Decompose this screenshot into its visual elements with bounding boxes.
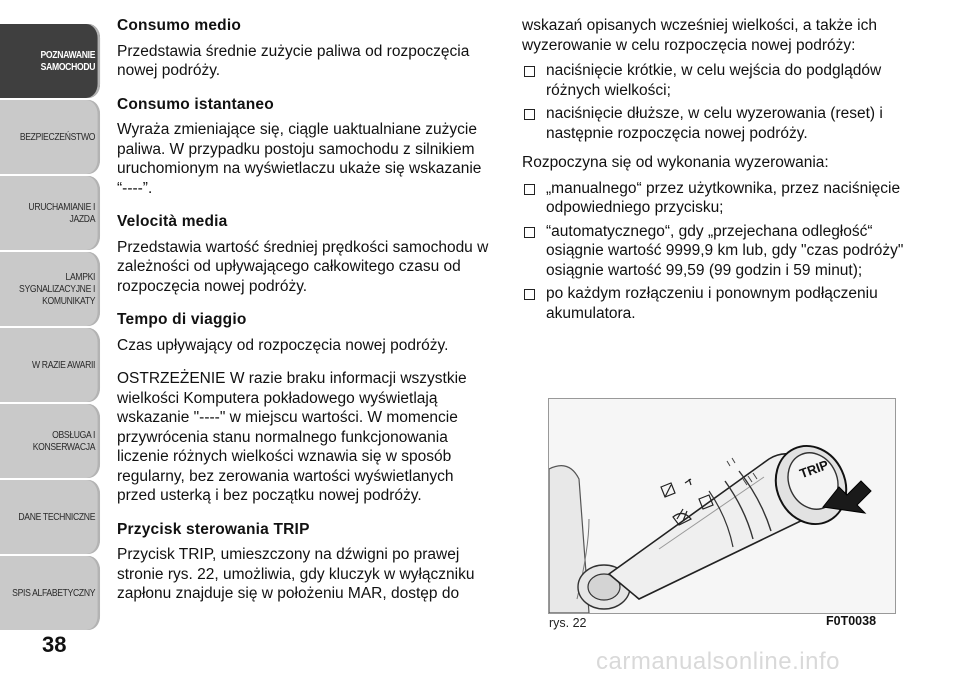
page-number: 38 [42, 632, 67, 657]
list-item-text: po każdym rozłączeniu i ponownym podłączeniu akumulatora. [546, 285, 878, 322]
tab-poznawanie-samochodu[interactable] [0, 24, 100, 98]
paragraph: Rozpoczyna się od wykonania wyzerowania: [522, 154, 829, 171]
tab-label: SPIS ALFABETYCZNY [12, 587, 96, 599]
checkbox-bullet-icon [524, 227, 535, 238]
right-column [522, 16, 907, 327]
trip-lever-illustration [549, 399, 895, 613]
tab-label: W RAZIE AWARII [31, 359, 96, 371]
tab-lampki-sygnalizacyjne[interactable] [0, 252, 100, 326]
section-heading: Consumo medio [117, 17, 242, 34]
figure-caption: rys. 22 [549, 616, 587, 630]
watermark: carmanualsonline.info [596, 648, 840, 675]
tab-label: BEZPIECZEŃSTWO [19, 131, 96, 143]
tab-label: OBSŁUGA I KONSERWACJA [32, 429, 96, 453]
checkbox-bullet-icon [524, 66, 535, 77]
figure-trip-lever [548, 398, 896, 614]
tab-bezpieczenstwo[interactable] [0, 100, 100, 174]
warning-paragraph: OSTRZEŻENIE W razie braku informacji wszystkie wielkości Komputera pokładowego wyświetlają wskazanie "----" w miejscu wartości. W momencie przywrócenia stanu normalnego funkcjonowania liczenie różnych wielkości wznawia się w sposób regularny, bez zerowania wartości wyświetlanych przed usterką i bez początku nowej podróży. [117, 370, 467, 504]
paragraph: Czas upływający od rozpoczęcia nowej podróży. [117, 336, 449, 354]
section-heading: Tempo di viaggio [117, 311, 247, 328]
section-heading: Velocità media [117, 213, 228, 230]
tab-label: POZNAWANIE SAMOCHODU [40, 49, 96, 73]
section-heading: Consumo istantaneo [117, 95, 274, 113]
figure-code: F0T0038 [826, 614, 877, 628]
tab-spis-alfabetyczny[interactable] [0, 556, 100, 630]
list-item [522, 179, 907, 218]
checkbox-bullet-icon [524, 289, 535, 300]
tab-w-razie-awarii[interactable] [0, 328, 100, 402]
paragraph: wskazań opisanych wcześniej wielkości, a także ich wyzerowanie w celu rozpoczęcia nowej podróży: [522, 17, 877, 54]
paragraph: Wyraża zmieniające się, ciągle uaktualniane zużycie paliwa. W przypadku postoju samochodu z silnikiem uruchomionym na wyświetlaczu ukaże się wskazanie “----”. [117, 121, 482, 197]
list-item-text: “automatycznego“, gdy „przejechana odległość“ osiągnie wartość 9999,9 km lub, gdy "czas podróży" osiągnie wartość 99,59 (99 godzin i 59 minut); [546, 222, 904, 279]
tab-label: LAMPKI SYGNALIZACYJNE I KOMUNIKATY [19, 271, 96, 307]
list-item-text: naciśnięcie dłuższe, w celu wyzerowania (reset) i następnie rozpoczęcia nowej podróży. [546, 105, 883, 142]
paragraph: Przycisk TRIP, umieszczony na dźwigni po prawej stronie rys. 22, umożliwia, gdy kluczyk w wyłączniku zapłonu znajduje się w położeniu MAR, dostęp do [117, 546, 475, 602]
trip-button-label: TRIP [797, 457, 831, 482]
checkbox-bullet-icon [524, 184, 535, 195]
list-item [522, 61, 907, 100]
list-item [522, 222, 907, 281]
list-item [522, 284, 907, 323]
tab-label: DANE TECHNICZNE [18, 511, 96, 523]
tab-label: URUCHAMIANIE I JAZDA [28, 201, 96, 225]
list-item [522, 104, 907, 143]
section-heading: Przycisk sterowania TRIP [117, 520, 310, 538]
tab-dane-techniczne[interactable] [0, 480, 100, 554]
tab-obsluga-konserwacja[interactable] [0, 404, 100, 478]
left-column [117, 16, 492, 618]
paragraph: Przedstawia średnie zużycie paliwa od rozpoczęcia nowej podróży. [117, 42, 470, 79]
tab-uruchamianie-jazda[interactable] [0, 176, 100, 250]
list-item-text: „manualnego“ przez użytkownika, przez naciśnięcie odpowiedniego przycisku; [546, 179, 901, 216]
checkbox-bullet-icon [524, 109, 535, 120]
paragraph: Przedstawia wartość średniej prędkości samochodu w zależności od upływającego całkowitego czasu od rozpoczęcia nowej podróży. [117, 238, 489, 295]
list-item-text: naciśnięcie krótkie, w celu wejścia do podglądów różnych wielkości; [546, 62, 882, 99]
